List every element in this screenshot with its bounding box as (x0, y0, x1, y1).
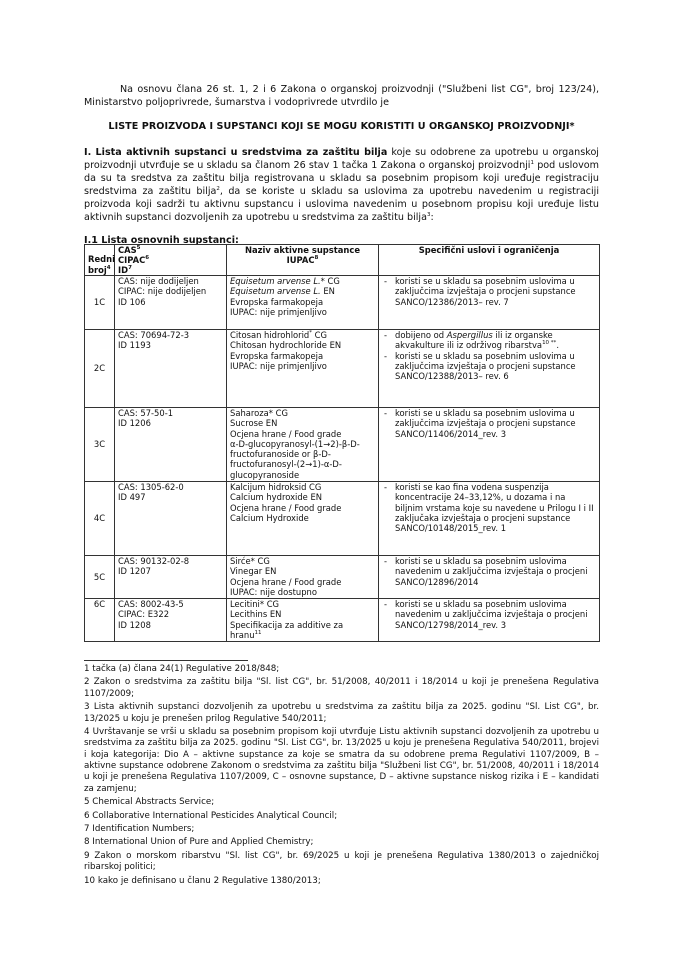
row-number: 6C (85, 599, 115, 642)
footnote-ref-6[interactable]: 6 (145, 255, 150, 262)
spec-text: dobijeno od (395, 330, 447, 340)
footnote-ref-3[interactable]: 3 (426, 211, 431, 218)
row-number: 4C (85, 482, 115, 556)
naziv-line: IUPAC: nije primjenljivo (230, 360, 327, 371)
row-number: 3C (85, 408, 115, 482)
latin-name: Aspergillus (446, 330, 493, 340)
footnote: 9 Zakon o morskom ribarstvu "Sl. list CG", br. 69/2025 u koji je prenešena Regulativa 1380/2013 o zajedničkoj ribarskoj politici; (84, 850, 599, 873)
naziv-line: Vinegar EN (230, 566, 277, 577)
footnote-divider (84, 660, 248, 661)
naziv-line: Ocjena hrane / Food grade (230, 576, 342, 587)
footnote: 8 International Union of Pure and Applied Chemistry; (84, 837, 314, 848)
spec-item: - koristi se u skladu sa posebnim uslovima navedenim u zaključcima izvještaja o procjeni SANCO/12798/2014_rev. 3 (395, 599, 596, 630)
table-row (85, 408, 600, 482)
spec-item: - koristi se u skladu sa posebnim uslovima u zaključcima izvještaja o procjeni supstance SANCO/12386/2013– rev. 7 (395, 276, 596, 307)
footnote-ref-10[interactable]: 10 ** (542, 340, 557, 347)
row-spec-cell (379, 408, 600, 482)
naziv-line: Ocjena hrane / Food grade (230, 428, 342, 439)
row-naziv-cell (227, 276, 379, 330)
footnote-ref-4[interactable]: 4 (106, 264, 111, 271)
latin-name: Equisetum arvense L. (230, 286, 321, 297)
footnote-ref-1[interactable]: 1 (530, 159, 534, 166)
intro-paragraph: Na osnovu člana 26 st. 1, 2 i 6 Zakona o organskoj proizvodnji ("Službeni list CG", broj 123/24), Ministarstvo poljoprivrede, šumarstva i vodoprivrede utvrdilo je (84, 84, 599, 108)
name-suffix: * CG (320, 276, 340, 286)
naziv-line: α-D-glucopyranosyl-(1→2)-β-D-fructofuranoside or β-D-fructofuranosyl-(2→1)-α-D-glucopyranoside (230, 438, 360, 480)
footnote: 7 Identification Numbers; (84, 823, 195, 834)
table-row (85, 330, 600, 408)
row-naziv-cell (227, 556, 379, 599)
id-line: ID 106 (118, 296, 146, 307)
name-suffix: EN (320, 286, 335, 297)
header-cipac-label: CIPAC (118, 255, 146, 265)
cipac-line: CIPAC: E322 (118, 609, 170, 620)
spec-item (395, 330, 596, 351)
header-redni-broj-label: Redni broj (88, 254, 115, 275)
row-spec-cell (379, 599, 600, 642)
footnote: 6 Collaborative International Pesticides Analytical Council; (84, 810, 338, 821)
footnote-ref-7[interactable]: 7 (128, 265, 132, 272)
cas-line: CAS: 70694-72-3 (118, 330, 190, 340)
row-spec-cell (379, 556, 600, 599)
naziv-line: IUPAC: nije primjenljivo (230, 306, 327, 317)
row-spec-cell (379, 276, 600, 330)
section-1-text-a: koje su odobrene za upotrebu u organskoj proizvodnji utvrđuje se u skladu sa članom 26 stav 1 tačka 1 Zakona o organskoj proizvodnji (84, 147, 599, 171)
footnote-ref-2[interactable]: 2 (216, 185, 220, 192)
table-row (85, 556, 600, 599)
spec-item: - koristi se u skladu sa posebnim uslovima u zaključcima izvještaja o procjeni supstance SANCO/12388/2013– rev. 6 (395, 351, 596, 382)
footnote-ref-8[interactable]: 8 (314, 255, 319, 262)
subsection-heading: I.1 Lista osnovnih supstanci: (84, 235, 239, 246)
row-cas-cell (115, 556, 227, 599)
naziv-line: Evropska farmakopeja (230, 296, 324, 307)
row-cas-cell (115, 408, 227, 482)
row-spec-cell (379, 482, 600, 556)
latin-name: Equisetum arvense L. (230, 276, 321, 286)
naziv-line: Lecithins EN (230, 609, 282, 620)
spec-text: . (556, 340, 559, 351)
header-naziv-label: Naziv aktivne supstance IUPAC (244, 245, 361, 266)
naziv-line: Lecitini* CG (230, 599, 280, 609)
naziv-line: Sucrose EN (230, 418, 278, 429)
cas-line: CAS: 57-50-1 (118, 408, 174, 418)
row-naziv-cell (227, 408, 379, 482)
naziv-line: IUPAC: nije dostupno (230, 586, 317, 597)
footnote-ref-9[interactable]: * (309, 330, 312, 337)
section-1-text-d: : (430, 212, 434, 223)
document-title: LISTE PROIZVODA I SUPSTANCI KOJI SE MOGU KORISTITI U ORGANSKOJ PROIZVODNJI* (108, 121, 575, 132)
table-row (85, 599, 600, 642)
naziv-line: Saharoza* CG (230, 408, 288, 418)
footnote: 4 Uvrštavanje se vrši u skladu sa posebnim propisom koji utvrđuje Listu aktivnih supstanci dozvoljenih za upotrebu u sredstvima za zaštitu bilja za 2025. godinu "Sl. List CG", br. 13/2025 u koju je prenešena Regulativa 540/2011, brojevi i koja kategorija: Dio A – aktivne supstance za koje se smatra da su odobrene prema Regulativi 1107/2009, B – aktivne supstance odobrene Zakonom o sredstvima za zaštitu bilja "Službeni list CG", br. 51/2008, 40/2011 i 18/2014 u koji je prenešena Regulativa 1107/2009, C – osnovne supstance, D – aktivne supstance niskog rizika i E – kandidati za zamjenu; (84, 727, 599, 794)
cas-line: CAS: 1305-62-0 (118, 482, 184, 492)
footnote: 10 kako je definisano u članu 2 Regulative 1380/2013; (84, 875, 321, 886)
row-cas-cell (115, 276, 227, 330)
header-cas (115, 245, 227, 276)
section-1-paragraph (84, 146, 599, 224)
naziv-line: Citosan hidrohlorid (230, 330, 310, 340)
row-number: 2C (85, 330, 115, 408)
naziv-line: Evropska farmakopeja (230, 350, 324, 361)
table-header-row (85, 245, 600, 276)
footnote: 5 Chemical Abstracts Service; (84, 797, 215, 808)
id-line: ID 1207 (118, 566, 151, 577)
row-number: 5C (85, 556, 115, 599)
footnote-ref-11[interactable]: 11 (254, 630, 262, 637)
spec-item: - koristi se u skladu sa posebnim uslovima u zaključcima izvještaja o procjeni supstance SANCO/11406/2014_rev. 3 (395, 408, 596, 439)
section-1-heading: I. Lista aktivnih supstanci u sredstvima za zaštitu bilja (84, 147, 388, 158)
table-row (85, 276, 600, 330)
name-suffix: CG (311, 330, 327, 340)
footnote: 2 Zakon o sredstvima za zaštitu bilja "Sl. list CG", br. 51/2008, 40/2011 i 18/2014 u koji je prenešena Regulativa 1107/2009; (84, 677, 599, 699)
naziv-line: Specifikacija za additive za hranu (230, 619, 344, 640)
footnote-ref-5[interactable]: 5 (136, 245, 141, 252)
footnote: 1 tačka (a) člana 24(1) Regulative 2018/848; (84, 664, 280, 674)
row-cas-cell (115, 330, 227, 408)
cas-line: CAS: 90132-02-8 (118, 556, 190, 566)
section-1-text-c: , da se koriste u skladu sa uslovima za upotrebu navedenim u registraciji proizvoda koji sadrži tu aktivnu supstancu i uslovima navedenim u posebnom propisu koji uređuje listu aktivnih supstanci dozvoljenih za upotrebu u sredstvima za zaštitu bilja (84, 186, 599, 223)
cas-line: CAS: 8002-43-5 (118, 599, 184, 609)
id-line: ID 1193 (118, 340, 151, 351)
id-line: ID 1206 (118, 418, 151, 429)
header-spec-label: Specifični uslovi i ograničenja (418, 245, 560, 255)
spec-text: ili iz organske akvakulture ili iz održivog ribarstva (395, 330, 553, 351)
naziv-line: Chitosan hydrochloride EN (230, 340, 342, 351)
header-redni-broj (85, 245, 115, 276)
row-naziv-cell (227, 482, 379, 556)
row-naziv-cell (227, 599, 379, 642)
footnotes-list (84, 664, 599, 889)
header-id-label: ID (118, 265, 129, 275)
row-spec-cell (379, 330, 600, 408)
spec-item: - koristi se u skladu sa posebnim uslovima navedenim u zaključcima izvještaja o procjeni SANCO/12896/2014 (395, 556, 596, 587)
row-cas-cell (115, 482, 227, 556)
cipac-line: CIPAC: nije dodijeljen (118, 286, 207, 297)
id-line: ID 1208 (118, 619, 151, 630)
spec-item: - koristi se kao fina vodena suspenzija koncentracije 24–33,12%, u dozama i na biljnim vrstama koje su navedene u Prilogu I i II zaključaka izvještaja o procjeni supstance SANCO/10148/2015_rev. 1 (395, 482, 596, 533)
header-cas-label: CAS (118, 245, 137, 255)
row-cas-cell (115, 599, 227, 642)
row-number: 1C (85, 276, 115, 330)
naziv-line: Ocjena hrane / Food grade (230, 502, 342, 513)
id-line: ID 497 (118, 492, 146, 503)
naziv-line: Calcium hydroxide EN (230, 492, 323, 503)
table-row (85, 482, 600, 556)
header-specificni-uslovi (379, 245, 600, 276)
naziv-line: Kalcijum hidroksid CG (230, 482, 322, 492)
row-naziv-cell (227, 330, 379, 408)
naziv-line: Calcium Hydroxide (230, 512, 309, 523)
header-naziv (227, 245, 379, 276)
substances-table (84, 244, 600, 642)
section-1-text-b: pod uslovom da su ta sredstva za zaštitu bilja registrovana u skladu sa posebnim propisom koji uređuje registraciju sredstvima za zaštitu bilja (84, 160, 599, 197)
naziv-line: Sirće* CG (230, 556, 270, 566)
cas-line: CAS: nije dodijeljen (118, 276, 199, 286)
footnote: 3 Lista aktivnih supstanci dozvoljenih za upotrebu u sredstvima za zaštitu bilja za 2025. godinu "Sl. List CG", br. 13/2025 u koju je prenešen prilog Regulative 540/2011; (84, 702, 599, 724)
